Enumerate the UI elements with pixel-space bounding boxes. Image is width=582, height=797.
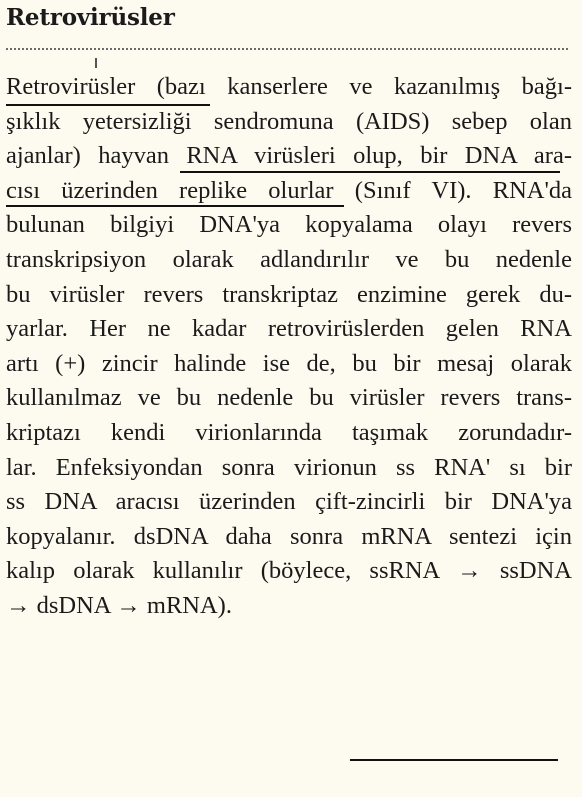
text-line: yarlar. Her ne kadar retrovirüslerden gelen RNA bbox=[6, 315, 572, 343]
underline-mark bbox=[6, 205, 344, 207]
text-line: bu virüsler revers transkriptaz enzimine gerek du- bbox=[6, 280, 572, 308]
section-heading: Retrovirüsler bbox=[6, 4, 175, 31]
underline-mark bbox=[350, 759, 558, 761]
text-line: kriptazı kendi virionlarında taşımak zorundadır- bbox=[6, 418, 572, 446]
text-line: bulunan bilgiyi DNA'ya kopyalama olayı revers bbox=[6, 211, 572, 239]
text-line: ajanlar) hayvan RNA virüsleri olup, bir DNA ara- bbox=[6, 142, 572, 170]
text-line: kalıp olarak kullanılır (böylece, ssRNA → ssDNA bbox=[6, 557, 572, 585]
underline-mark bbox=[6, 104, 210, 106]
text-line: kopyalanır. dsDNA daha sonra mRNA sentezi için bbox=[6, 522, 572, 550]
margin-mark bbox=[95, 58, 97, 68]
underline-mark bbox=[180, 171, 560, 173]
text-line: ss DNA aracısı üzerinden çift-zincirli bir DNA'ya bbox=[6, 488, 572, 516]
text-line: Retrovirüsler (bazı kanserlere ve kazanılmış bağı- bbox=[6, 73, 572, 100]
text-line: artı (+) zincir halinde ise de, bu bir mesaj olarak bbox=[6, 349, 572, 377]
body-paragraph bbox=[6, 70, 572, 624]
text-line: → dsDNA → mRNA). bbox=[6, 591, 232, 619]
text-line: lar. Enfeksiyondan sonra virionun ss RNA' sı bir bbox=[6, 453, 572, 481]
text-line: transkripsiyon olarak adlandırılır ve bu nedenle bbox=[6, 245, 572, 273]
text-line: kullanılmaz ve bu nedenle bu virüsler revers trans- bbox=[6, 384, 572, 412]
text-line: cısı üzerinden replike olurlar (Sınıf VI). RNA'da bbox=[6, 176, 572, 204]
text-line: şıklık yetersizliği sendromuna (AIDS) sebep olan bbox=[6, 107, 572, 135]
heading-divider bbox=[6, 48, 568, 50]
